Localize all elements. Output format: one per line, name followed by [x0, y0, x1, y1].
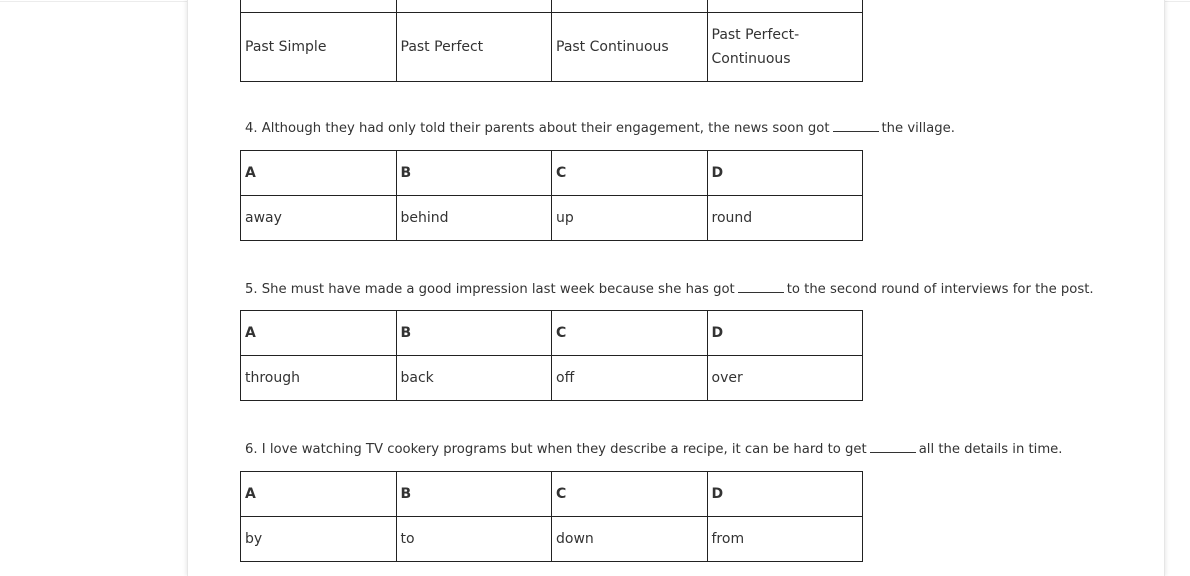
question-tail: all the details in time. — [918, 442, 1063, 457]
question-stem: 4. Although they had only told their parents about their engagement, the news soon got — [245, 121, 830, 136]
table-continuation — [240, 0, 863, 12]
option-header: C — [552, 311, 708, 356]
question-tail: the village. — [881, 121, 955, 136]
option-header: D — [707, 472, 863, 517]
table-row — [241, 13, 863, 82]
option-header: A — [241, 472, 397, 517]
cell-text: Past Perfect — [400, 39, 484, 55]
option-value: off — [552, 356, 708, 401]
cell-text: Past Simple — [245, 39, 327, 55]
option-header: A — [241, 151, 397, 196]
answer-blank — [738, 281, 784, 293]
table-cell — [552, 13, 708, 82]
option-value: by — [241, 517, 397, 562]
options-table — [240, 471, 863, 562]
table-header-row — [241, 472, 863, 517]
question-stem: 5. She must have made a good impression last week because she has got — [245, 282, 735, 297]
option-header: B — [396, 311, 552, 356]
divider — [707, 0, 708, 12]
option-value: away — [241, 196, 397, 241]
option-value: round — [707, 196, 863, 241]
cell-text: Past Perfect- Continuous — [711, 27, 800, 67]
question-tail: to the second round of interviews for the post. — [786, 282, 1094, 297]
question-text — [245, 441, 1062, 457]
table-header-row — [241, 151, 863, 196]
question-text — [245, 120, 955, 136]
option-value: back — [396, 356, 552, 401]
table-cell — [707, 13, 863, 82]
divider — [396, 0, 397, 12]
option-value: up — [552, 196, 708, 241]
cell-text: Past Continuous — [556, 39, 669, 55]
table-header-row — [241, 311, 863, 356]
table-cell — [396, 13, 552, 82]
table-row — [241, 517, 863, 562]
option-header: C — [552, 472, 708, 517]
answer-blank — [870, 441, 916, 453]
option-value: from — [707, 517, 863, 562]
option-value: over — [707, 356, 863, 401]
answer-blank — [833, 120, 879, 132]
option-header: D — [707, 311, 863, 356]
option-value: to — [396, 517, 552, 562]
question-stem: 6. I love watching TV cookery programs but when they describe a recipe, it can be hard to get — [245, 442, 867, 457]
option-value: through — [241, 356, 397, 401]
tense-options-table — [240, 12, 863, 82]
table-row — [241, 356, 863, 401]
option-header: D — [707, 151, 863, 196]
options-table — [240, 310, 863, 401]
question-text — [245, 281, 1094, 297]
option-header: B — [396, 472, 552, 517]
option-header: B — [396, 151, 552, 196]
option-header: A — [241, 311, 397, 356]
option-value: down — [552, 517, 708, 562]
table-cell — [241, 13, 397, 82]
divider — [551, 0, 552, 12]
options-table — [240, 150, 863, 241]
option-header: C — [552, 151, 708, 196]
table-row — [241, 196, 863, 241]
option-value: behind — [396, 196, 552, 241]
